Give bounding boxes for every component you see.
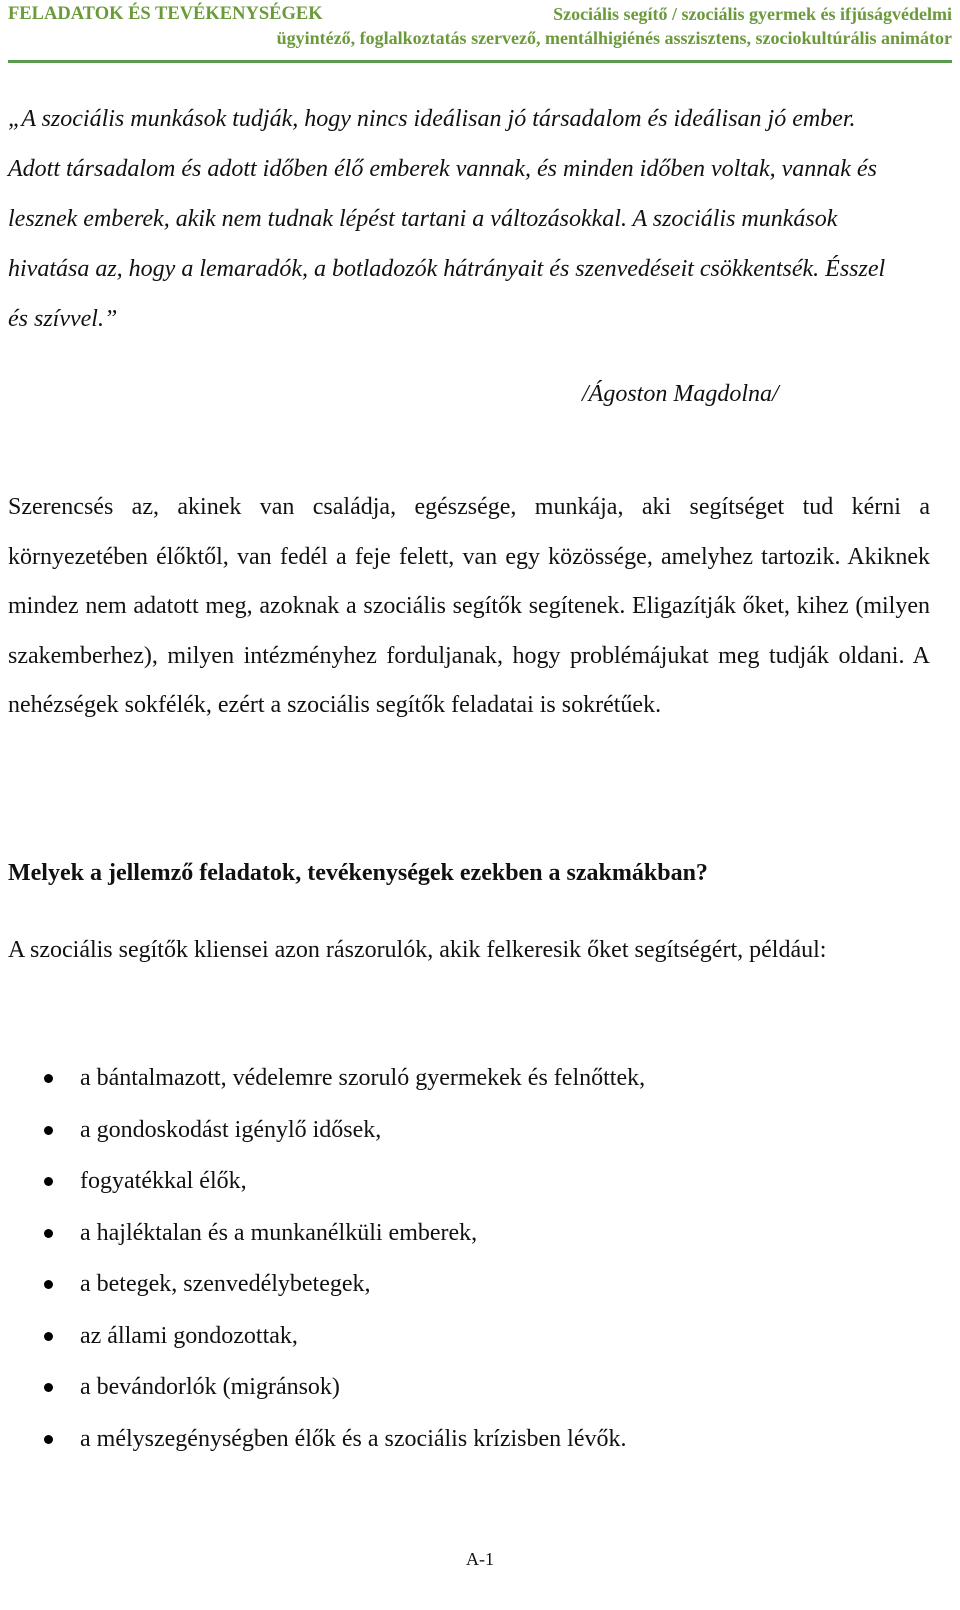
- bullet-icon: [44, 1280, 53, 1289]
- list-item-text: a gondoskodást igénylő idősek,: [80, 1116, 382, 1143]
- page-header: [8, 0, 952, 63]
- list-item: [0, 1210, 940, 1262]
- intro-paragraph: A szociális segítők kliensei azon rászorulók, akik felkeresik őket segítségért, például:: [8, 937, 827, 963]
- quote-text: „A szociális munkások tudják, hogy nincs ideálisan jó társadalom és ideálisan jó ember. Adott társadalom és adott időben élő emberek vannak, és minden időben voltak, vannak és lesznek emberek, akik nem tudnak lépést tartani a változásokkal. A szociális munkások hivatása az, hogy a lemaradók, a botladozók hátrányait és szenvedéseit csökkentsék. Ésszel és szívvel.”: [8, 106, 886, 332]
- bullet-icon: [44, 1332, 53, 1341]
- list-item-text: a betegek, szenvedélybetegek,: [80, 1271, 371, 1297]
- list-item-text: fogyatékkal élők,: [80, 1168, 247, 1194]
- bullet-icon: [44, 1229, 53, 1238]
- bullet-icon: [44, 1435, 53, 1444]
- body-paragraph: Szerencsés az, akinek van családja, egészsége, munkája, aki segítséget tud kérni a környezetében élőktől, van fedél a feje felett, van egy közössége, amelyhez tartozik. Akiknek mindez nem adatott meg, azoknak a szociális segítők segítenek. Eligazítják őket, kihez (milyen szakemberhez), milyen intézményhez forduljanak, hogy problémájukat meg tudják oldani. A nehézségek sokfélék, ezért a szociális segítők feladatai is sokrétűek.: [8, 494, 930, 719]
- list-item: [0, 1313, 940, 1365]
- list-item: [0, 1107, 940, 1159]
- page-number: A-1: [466, 1549, 494, 1569]
- bullet-icon: [44, 1383, 53, 1392]
- list-item: [0, 1261, 940, 1313]
- list-item: [0, 1416, 940, 1468]
- quote-author: /Ágoston Magdolna/: [582, 381, 779, 407]
- list-item-text: a hajléktalan és a munkanélküli emberek,: [80, 1219, 478, 1246]
- list-item-text: a bántalmazott, védelemre szoruló gyermekek és felnőttek,: [80, 1065, 646, 1091]
- header-title: FELADATOK ÉS TEVÉKENYSÉGEK: [8, 4, 323, 24]
- list-item-text: az állami gondozottak,: [80, 1322, 298, 1349]
- list-item: [0, 1364, 940, 1416]
- section-question: Melyek a jellemző feladatok, tevékenységek ezekben a szakmákban?: [8, 860, 708, 886]
- header-subtitle-line2: ügyintéző, foglalkoztatás szervező, mentálhigiénés asszisztens, szociokultúrális animátor: [276, 28, 952, 48]
- bullet-icon: [44, 1177, 53, 1186]
- list-item: [0, 1055, 940, 1107]
- list-item-text: a bevándorlók (migránsok): [80, 1374, 340, 1400]
- bullet-icon: [44, 1126, 53, 1135]
- header-subtitle-line1: Szociális segítő / szociális gyermek és ifjúságvédelmi: [553, 4, 952, 24]
- bullet-icon: [44, 1074, 53, 1083]
- list-item: [0, 1158, 940, 1210]
- client-list: [0, 1055, 940, 1467]
- list-item-text: a mélyszegénységben élők és a szociális krízisben lévők.: [80, 1425, 627, 1452]
